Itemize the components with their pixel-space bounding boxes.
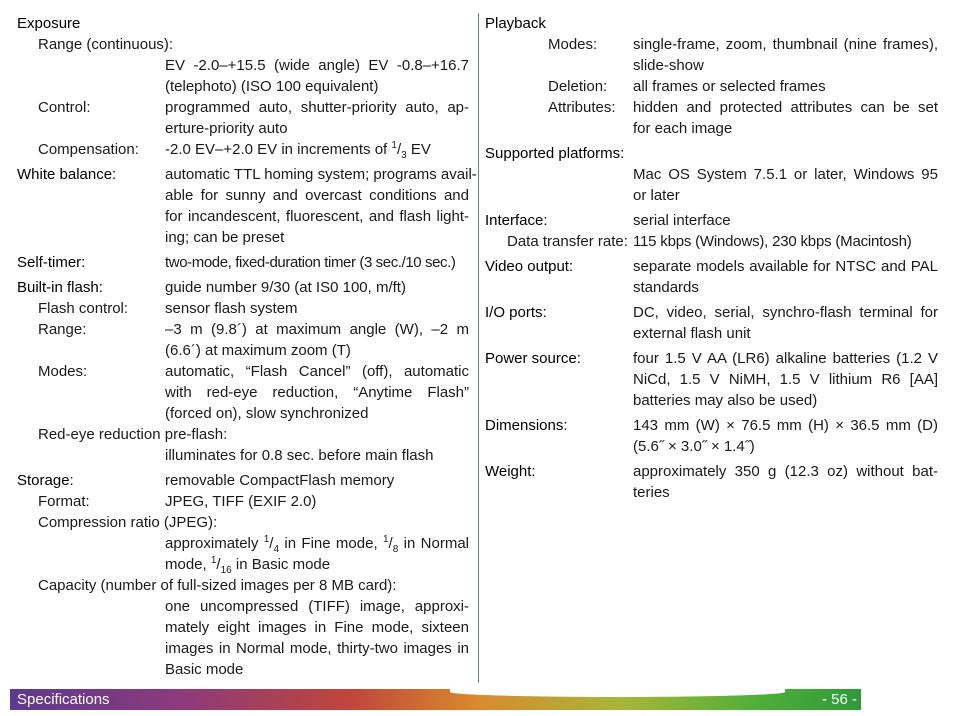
playback-deletion-value: all frames or selected frames [633, 78, 826, 95]
playback-modes-value: single-frame, zoom, thumbnail (nine frames), [633, 36, 938, 53]
exposure-heading-row [17, 13, 469, 34]
capacity-value: mately eight images in Fine mode, sixteen [165, 619, 469, 636]
weight-heading: Weight: [485, 463, 536, 480]
built-in-flash-heading: Built-in flash: [17, 279, 103, 296]
playback-attributes-label: Attributes: [548, 99, 616, 116]
footer-page-number: - 56 - [821, 691, 857, 708]
data-transfer-rate-label: Data transfer rate: [507, 233, 628, 250]
page-footer-bar [10, 689, 861, 710]
white-balance-heading: White balance: [17, 166, 117, 183]
playback-deletion-label: Deletion: [548, 78, 608, 95]
power-source-value: NiCd, 1.5 V NiMH, 1.5 V lithium R6 [AA] [633, 371, 938, 388]
right-column [485, 13, 938, 503]
dimensions-value: 143 mm (W) × 76.5 mm (H) × 36.5 mm (D) [633, 417, 938, 434]
capacity-value: Basic mode [165, 661, 244, 678]
io-ports-heading: I/O ports: [485, 304, 547, 321]
playback-modes-label: Modes: [548, 36, 598, 53]
flash-modes-value: automatic, “Flash Cancel” (off), automatic [165, 363, 469, 380]
weight-value: approximately 350 g (12.3 oz) without bat- [633, 463, 938, 480]
flash-modes-value: (forced on), slow synchronized [165, 405, 369, 422]
data-transfer-rate-value: 115 kbps (Windows), 230 kbps (Macintosh) [633, 233, 912, 250]
supported-platforms-heading: Supported platforms: [485, 145, 625, 162]
exposure-range-label: Range (continuous): [38, 36, 174, 53]
flash-modes-value: with red-eye reduction, “Anytime Flash” [165, 384, 469, 401]
io-ports-value: external flash unit [633, 325, 751, 342]
power-source-heading: Power source: [485, 350, 581, 367]
column-divider [478, 13, 479, 683]
capacity-value: one uncompressed (TIFF) image, approxi- [165, 598, 469, 615]
redeye-preflash-label: Red-eye reduction pre-flash: [38, 426, 228, 443]
playback-attributes-value: hidden and protected attributes can be set [633, 99, 938, 116]
storage-format-value: JPEG, TIFF (EXIF 2.0) [165, 493, 317, 510]
storage-format-label: Format: [38, 493, 90, 510]
footer-section-title: Specifications [17, 691, 110, 708]
white-balance-value: ing; can be preset [165, 229, 285, 246]
exposure-compensation-value: -2.0 EV–+2.0 EV in increments of $^1/_3$ EV [165, 140, 431, 161]
exposure-compensation-label: Compensation: [38, 141, 139, 158]
white-balance-value: able for sunny and overcast conditions and [165, 187, 469, 204]
flash-control-value: sensor flash system [165, 300, 298, 317]
dimensions-heading: Dimensions: [485, 417, 568, 434]
redeye-preflash-value: illuminates for 0.8 sec. before main flash [165, 447, 434, 464]
exposure-range-value: (telephoto) (ISO 100 equivalent) [165, 78, 379, 95]
power-source-value: four 1.5 V AA (LR6) alkaline batteries (1.2 V [633, 350, 938, 367]
capacity-value: images in Normal mode, thirty-two images in [165, 640, 469, 657]
video-output-value: separate models available for NTSC and PAL [633, 258, 938, 275]
video-output-heading: Video output: [485, 258, 574, 275]
dimensions-value: (5.6˝ × 3.0˝ × 1.4˝) [633, 438, 755, 455]
supported-platforms-value: Mac OS System 7.5.1 or later, Windows 95 [633, 166, 938, 183]
interface-heading: Interface: [485, 212, 548, 229]
flash-range-label: Range: [38, 321, 87, 338]
self-timer-value: two-mode, fixed-duration timer (3 sec./10 sec.) [165, 254, 456, 271]
flash-control-label: Flash control: [38, 300, 129, 317]
weight-value: teries [633, 484, 670, 501]
storage-heading: Storage: [17, 472, 74, 489]
flash-modes-label: Modes: [38, 363, 88, 380]
supported-platforms-value: or later [633, 187, 680, 204]
built-in-flash-value: guide number 9/30 (at IS0 100, m/ft) [165, 279, 406, 296]
playback-modes-value: slide-show [633, 57, 704, 74]
exposure-heading: Exposure [17, 15, 81, 32]
white-balance-value: automatic TTL homing system; programs avail- [165, 166, 477, 183]
exposure-control-label: Control: [38, 99, 91, 116]
video-output-value: standards [633, 279, 699, 296]
interface-value: serial interface [633, 212, 731, 229]
flash-range-value: (6.6´) at maximum zoom (T) [165, 342, 351, 359]
playback-attributes-value: for each image [633, 120, 733, 137]
compression-ratio-value: approximately $^1/_4$ in Fine mode, $^1/_8$ in Normal [165, 534, 469, 555]
exposure-control-value: programmed auto, shutter-priority auto, ap- [165, 99, 469, 116]
power-source-value: batteries may also be used) [633, 392, 818, 409]
exposure-control-value: erture-priority auto [165, 120, 288, 137]
compression-ratio-value: mode, $^1/_{16}$ in Basic mode [165, 555, 331, 576]
io-ports-value: DC, video, serial, synchro-flash terminal for [633, 304, 938, 321]
capacity-label: Capacity (number of full-sized images per 8 MB card): [38, 577, 397, 594]
compression-ratio-label: Compression ratio (JPEG): [38, 514, 218, 531]
playback-heading: Playback [485, 15, 546, 32]
left-column [17, 13, 477, 680]
exposure-range-value: EV -2.0–+15.5 (wide angle) EV -0.8–+16.7 [165, 57, 469, 74]
flash-range-value: –3 m (9.8´) at maximum angle (W), –2 m [165, 321, 469, 338]
white-balance-value: for incandescent, fluorescent, and flash light- [165, 208, 469, 225]
footer-swoosh-decoration [450, 687, 785, 697]
self-timer-heading: Self-timer: [17, 254, 86, 271]
storage-value: removable CompactFlash memory [165, 472, 395, 489]
